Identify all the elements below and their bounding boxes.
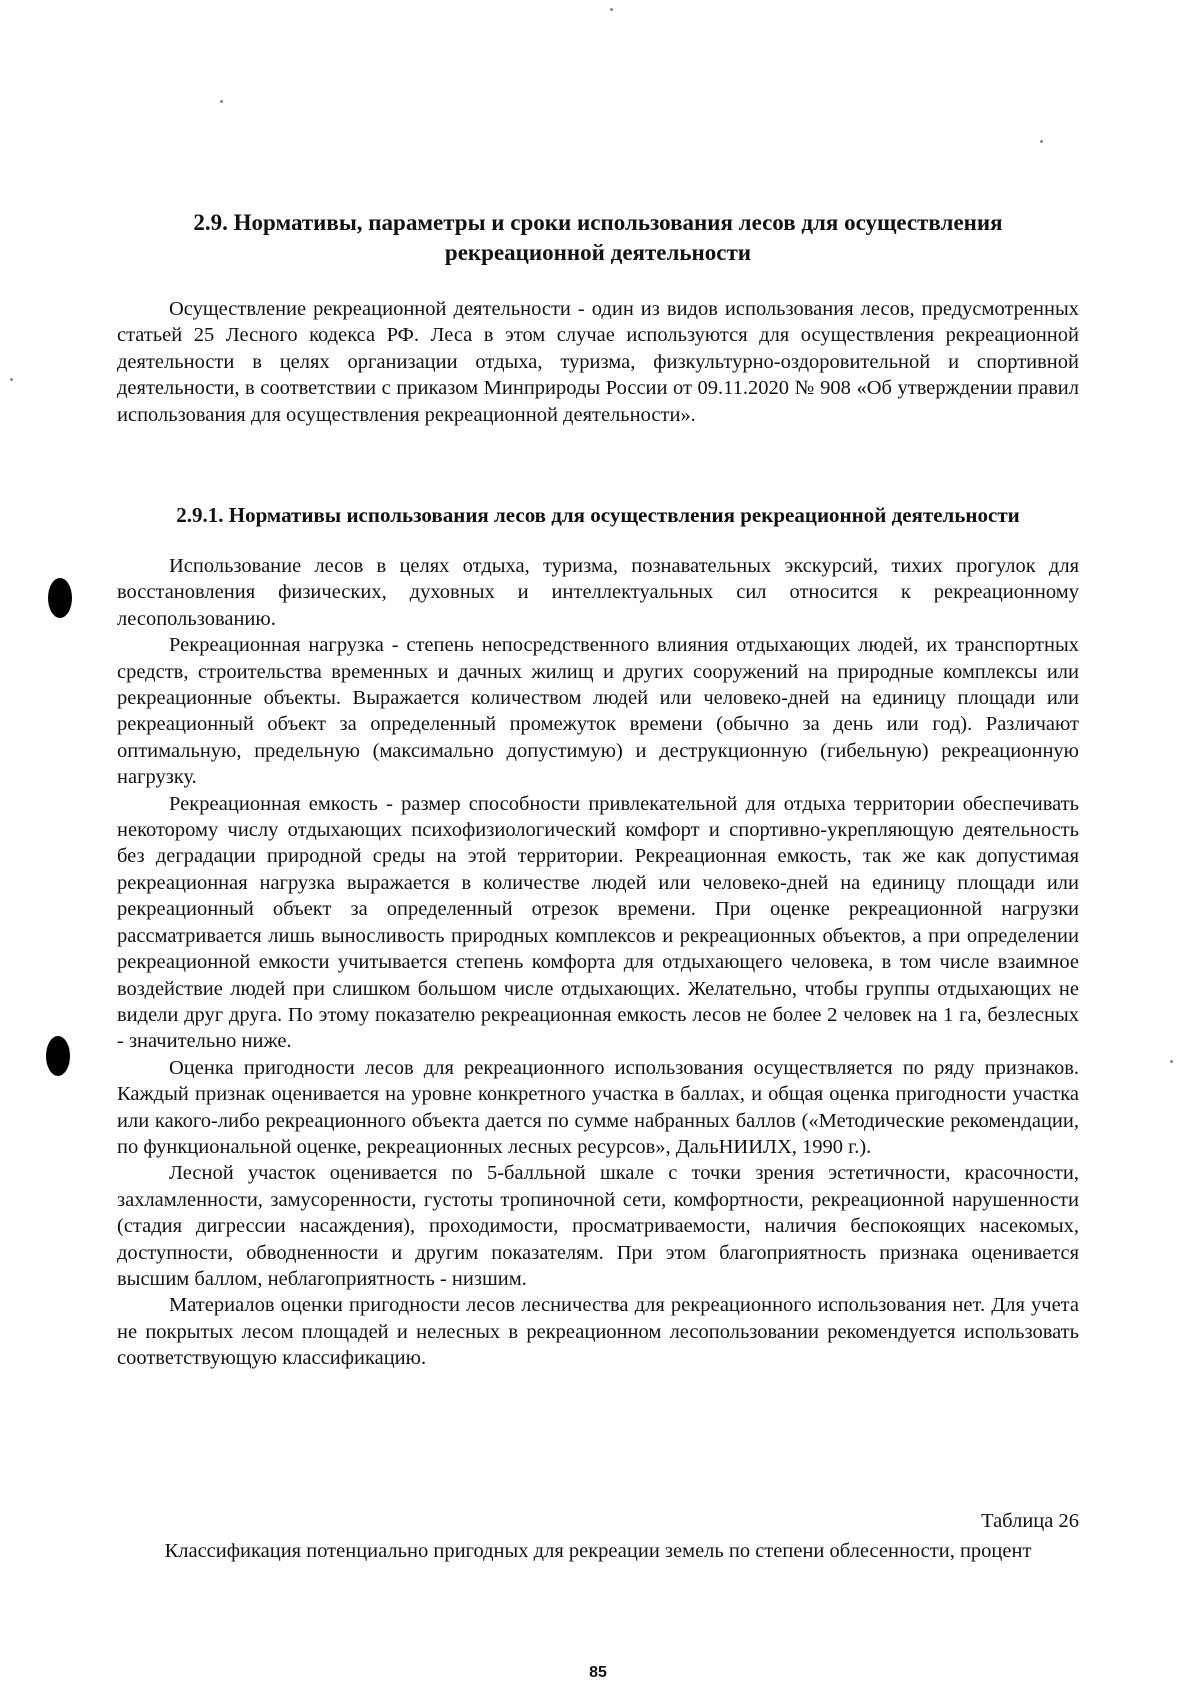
paragraph: Лесной участок оценивается по 5-балльной шкале с точки зрения эстетичности, красочности, захламленности, замусоренности, густоты тропиночной сети, комфортности, рекреационной нарушенности (стадия дигрессии насаждения), проходимости, просматриваемости, наличия беспокоящих насекомых, доступности, обводненности и другим показателям. При этом благоприятность признака оценивается высшим баллом, неблагоприятность - низшим.: [117, 1162, 1079, 1290]
paragraph: Рекреационная емкость - размер способности привлекательной для отдыха территории обеспечивать некоторому числу отдыхающих психофизиологический комфорт и спортивно-укрепляющую деятельность без деградации природной среды на этой территории. Рекреационная емкость, так же как допустимая рекреационная нагрузка выражается в количестве людей или человеко-дней на единицу площади или рекреационный объект за определенный отрезок времени. При оценке рекреационной нагрузки рассматривается лишь выносливость природных комплексов и рекреационных объектов, а при определении рекреационной емкости учитывается степень комфорта для отдыхающего человека, в том числе взаимное воздействие людей при слишком большом числе отдыхающих. Желательно, чтобы группы отдыхающих не видели друг друга. По этому показателю рекреационная емкость лесов не более 2 человек на 1 га, безлесных - значительно ниже.: [117, 792, 1079, 1053]
subsection-heading: 2.9.1. Нормативы использования лесов для осуществления рекреационной деятельности: [176, 503, 1020, 527]
table-title: Классификация потенциально пригодных для рекреации земель по степени облесенности, процент: [164, 1540, 1032, 1562]
punch-hole-mark: [48, 578, 72, 618]
paragraph: Использование лесов в целях отдыха, туризма, познавательных экскурсий, тихих прогулок для восстановления физических, духовных и интеллектуальных сил относится к рекреационному лесопользованию.: [117, 555, 1079, 630]
punch-hole-mark: [46, 1036, 70, 1076]
paragraph: Рекреационная нагрузка - степень непосредственного влияния отдыхающих людей, их транспортных средств, строительства временных и дачных жилищ и других сооружений на природные комплексы или рекреационные объекты. Выражается количеством людей или человеко-дней на единицу площади или рекреационный объект за определенный промежуток времени (обычно за день или год). Различают оптимальную, предельную (максимально допустимую) и деструкционную (гибельную) рекреационную нагрузку.: [117, 634, 1079, 789]
scan-speck: [1040, 140, 1043, 143]
scan-speck: [10, 378, 13, 381]
paragraph: Материалов оценки пригодности лесов лесничества для рекреационного использования нет. Для учета не покрытых лесом площадей и нелесных в рекреационном лесопользовании рекомендуется использовать соответствующую классификацию.: [117, 1294, 1079, 1370]
paragraph: Оценка пригодности лесов для рекреационного использования осуществляется по ряду признаков. Каждый признак оценивается на уровне конкретного участка в баллах, и общая оценка пригодности участка или какого-либо рекреационного объекта дается по сумме набранных баллов («Методические рекомендации, по функциональной оценке, рекреационных лесных ресурсов», ДальНИИЛХ, 1990 г.).: [117, 1056, 1079, 1158]
scan-speck: [1170, 1060, 1173, 1063]
section-heading-line2: рекреационной деятельности: [444, 240, 752, 265]
scan-speck: [610, 8, 613, 11]
table-label: Таблица 26: [981, 1510, 1079, 1532]
section-heading: [117, 208, 1079, 268]
document-page: [117, 0, 1079, 1706]
page-number: 85: [589, 1664, 607, 1681]
body-text: [117, 553, 1079, 1372]
scan-speck: [220, 100, 223, 103]
section-heading-line1: 2.9. Нормативы, параметры и сроки использования лесов для осуществления: [193, 210, 1003, 235]
intro-paragraph: Осуществление рекреационной деятельности - один из видов использования лесов, предусмотренных статьей 25 Лесного кодекса РФ. Леса в этом случае используются для осуществления рекреационной деятельности в целях организации отдыха, туризма, физкультурно-оздоровительной и спортивной деятельности, в соответствии с приказом Минприроды России от 09.11.2020 № 908 «Об утверждении правил использования для осуществления рекреационной деятельности».: [117, 298, 1079, 426]
